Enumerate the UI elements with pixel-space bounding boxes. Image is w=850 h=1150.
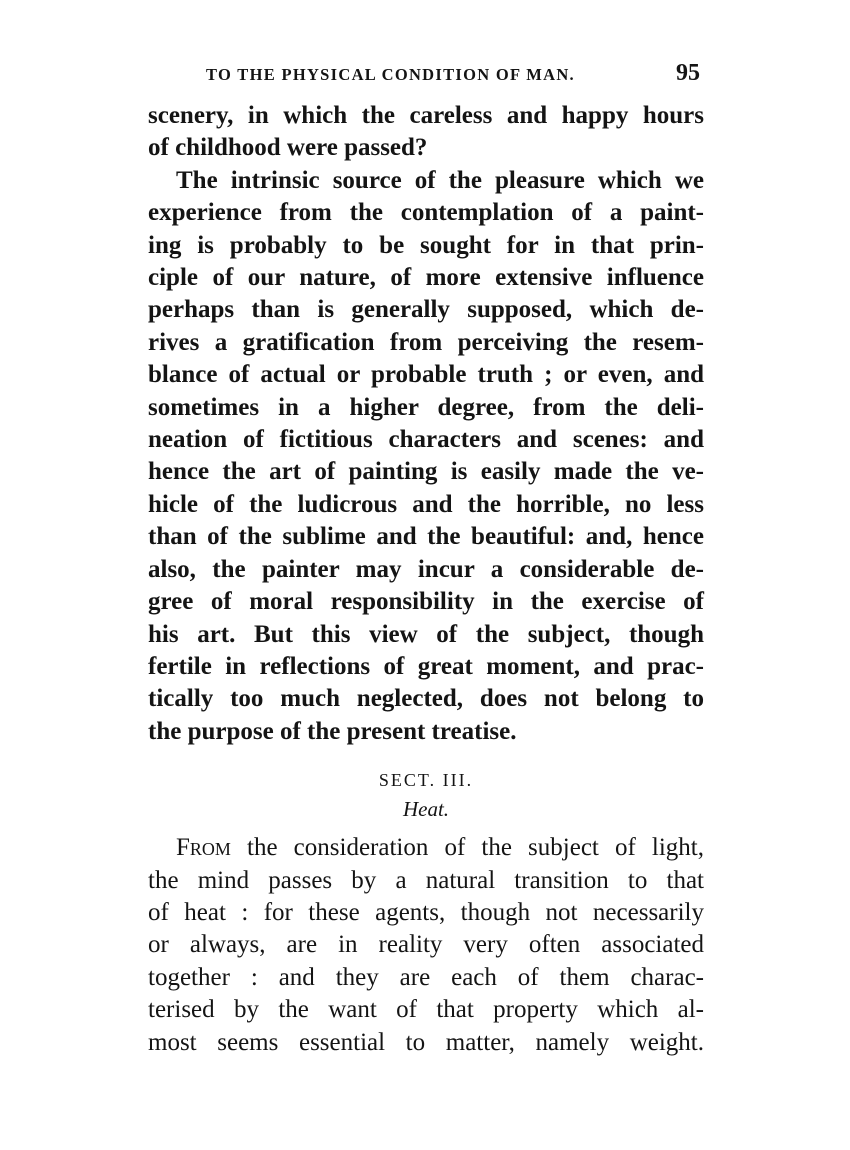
text-line: most seems essential to matter, namely weight.	[148, 1028, 704, 1056]
text-line: the purpose of the present treatise.	[148, 717, 517, 745]
text-line: experience from the contemplation of a paint-	[148, 199, 704, 227]
text-line: gree of moral responsibility in the exercise of	[148, 588, 704, 616]
text-line: than of the sublime and the beautiful: and, hence	[148, 523, 704, 551]
page-number: 95	[676, 60, 700, 86]
book-page	[148, 60, 704, 1059]
paragraph-continuation	[148, 100, 704, 165]
text-line: his art. But this view of the subject, though	[148, 620, 704, 648]
text-line: or always, are in reality very often associated	[148, 931, 704, 959]
section-heading: SECT. III.	[378, 770, 474, 791]
text-line: of heat : for these agents, though not necessarily	[148, 898, 704, 926]
text-line: together : and they are each of them charac-	[148, 963, 704, 991]
text-line	[148, 832, 704, 864]
running-head	[206, 60, 704, 100]
text-line: tically too much neglected, does not belong to	[148, 685, 704, 713]
first-line-rest: the consideration of the subject of light,	[230, 834, 704, 862]
section-body	[148, 832, 704, 1059]
text-line: sometimes in a higher degree, from the deli-	[148, 393, 704, 421]
text-line: the mind passes by a natural transition to that	[148, 866, 704, 894]
body-text	[148, 100, 704, 748]
lead-word: From	[176, 834, 231, 862]
text-line: also, the painter may incur a considerable de-	[148, 555, 704, 583]
text-line: hence the art of painting is easily made the ve-	[148, 458, 704, 486]
text-line: blance of actual or probable truth ; or even, and	[148, 361, 704, 389]
text-line: of childhood were passed?	[148, 134, 428, 162]
text-line: terised by the want of that property which al-	[148, 996, 704, 1024]
text-line: ciple of our nature, of more extensive influence	[148, 264, 704, 292]
paragraph-painting	[148, 165, 704, 748]
text-line: hicle of the ludicrous and the horrible, no less	[148, 490, 704, 518]
text-line: scenery, in which the careless and happy hours	[148, 102, 704, 129]
text-line: fertile in reflections of great moment, and prac-	[148, 652, 704, 680]
paragraph-heat	[148, 832, 704, 1059]
section-subtitle: Heat.	[402, 797, 450, 822]
running-title: TO THE PHYSICAL CONDITION OF MAN.	[206, 65, 575, 84]
text-line: perhaps than is generally supposed, which de-	[148, 296, 704, 324]
text-line: rives a gratification from perceiving the resem-	[148, 328, 704, 356]
text-line: The intrinsic source of the pleasure which we	[176, 166, 704, 194]
text-line: neation of fictitious characters and scenes: and	[148, 426, 704, 454]
text-line: ing is probably to be sought for in that prin-	[148, 231, 704, 259]
